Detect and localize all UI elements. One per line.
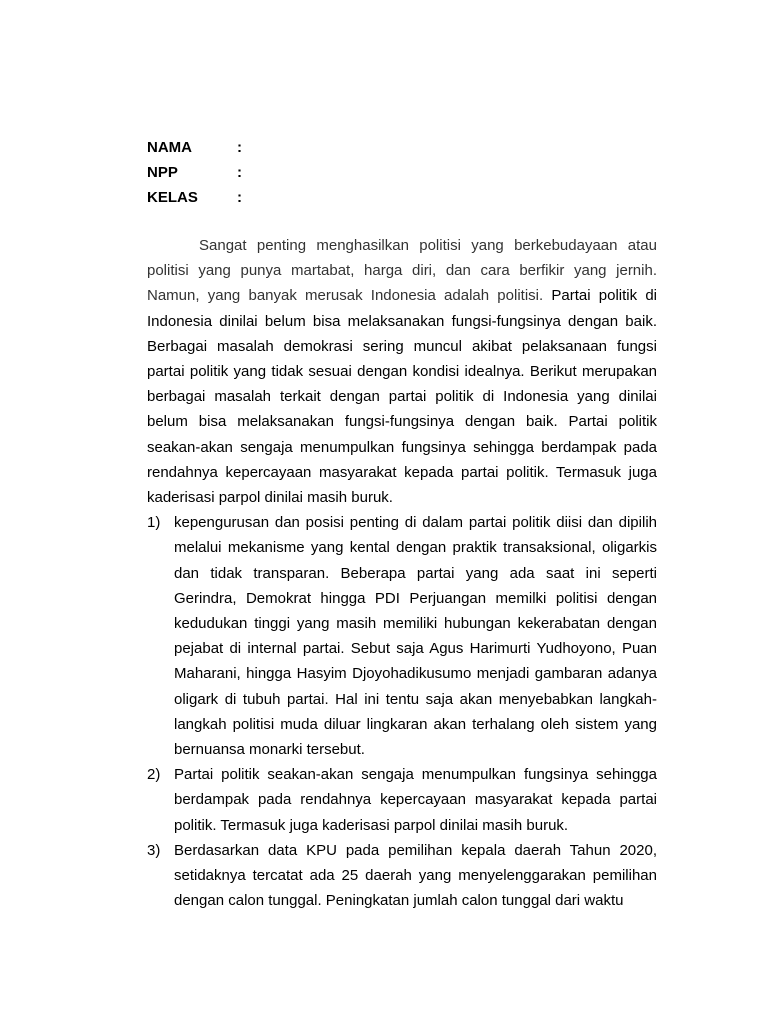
list-item-number: 1) xyxy=(147,514,161,532)
list-item-text: Berdasarkan data KPU pada pemilihan kepala daerah Tahun 2020, setidaknya tercatat ada 25 daerah yang menyelenggarakan pemilihan dengan calon tunggal. Peningkatan jumlah calon tunggal dari waktu xyxy=(174,841,657,910)
list-item xyxy=(147,838,657,914)
intro-paragraph-part1: Sangat penting menghasilkan politisi yang berkebudayaan atau politisi yang punya martabat, harga diri, dan cara berfikir yang jernih. Namun, yang banyak merusak Indonesia adalah politisi. xyxy=(147,237,657,305)
problem-list xyxy=(147,510,657,913)
intro-paragraph-part2: Partai politik di Indonesia dinilai belum bisa melaksanakan fungsi-fungsinya dengan baik. Berbagai masalah demokrasi sering muncul akibat pelaksanaan fungsi partai politik yang tidak sesuai dengan kondisi idealnya. Berikut merupakan berbagai masalah terkait dengan partai politik di Indonesia yang dinilai belum bisa melaksanakan fungsi-fungsinya dengan baik. Partai politik seakan-akan sengaja menumpulkan fungsinya sehingga berdampak pada rendahnya kepercayaan masyarakat kepada partai politik. Termasuk juga kaderisasi parpol dinilai masih buruk. xyxy=(147,287,657,507)
list-item xyxy=(147,510,657,762)
list-item-text: kepengurusan dan posisi penting di dalam partai politik diisi dan dipilih melalui mekanisme yang kental dengan praktik transaksional, oligarkis dan tidak transparan. Beberapa partai yang ada saat ini seperti Gerindra, Demokrat hingga PDI Perjuangan memilki politisi dengan kedudukan tinggi yang masih memiliki hubungan kekerabatan dengan pejabat di internal partai. Sebut saja Agus Harimurti Yudhoyono, Puan Maharani, hingga Hasyim Djoyohadikusumo menjadi gambaran adanya oligark di tubuh partai. Hal ini tentu saja akan menyebabkan langkah-langkah politisi muda diluar lingkaran akan terhalang oleh sistem yang bernuansa monarki tersebut. xyxy=(174,514,657,759)
kelas-label: KELAS xyxy=(147,189,198,206)
list-item xyxy=(147,762,657,838)
nama-label: NAMA xyxy=(147,139,192,156)
list-item-text: Partai politik seakan-akan sengaja menumpulkan fungsinya sehingga berdampak pada rendahnya kepercayaan masyarakat kepada partai politik. Termasuk juga kaderisasi parpol dinilai masih buruk. xyxy=(174,766,657,834)
npp-label: NPP xyxy=(147,164,178,181)
identity-header xyxy=(147,135,247,210)
kelas-colon: : xyxy=(237,189,242,206)
list-item-number: 2) xyxy=(147,766,161,784)
nama-colon: : xyxy=(237,139,242,156)
nama-row xyxy=(147,135,247,160)
kelas-row xyxy=(147,185,247,210)
intro-paragraph xyxy=(147,233,657,510)
list-item-number: 3) xyxy=(147,841,161,859)
document-body xyxy=(147,233,657,913)
npp-row xyxy=(147,160,247,185)
npp-colon: : xyxy=(237,164,242,181)
